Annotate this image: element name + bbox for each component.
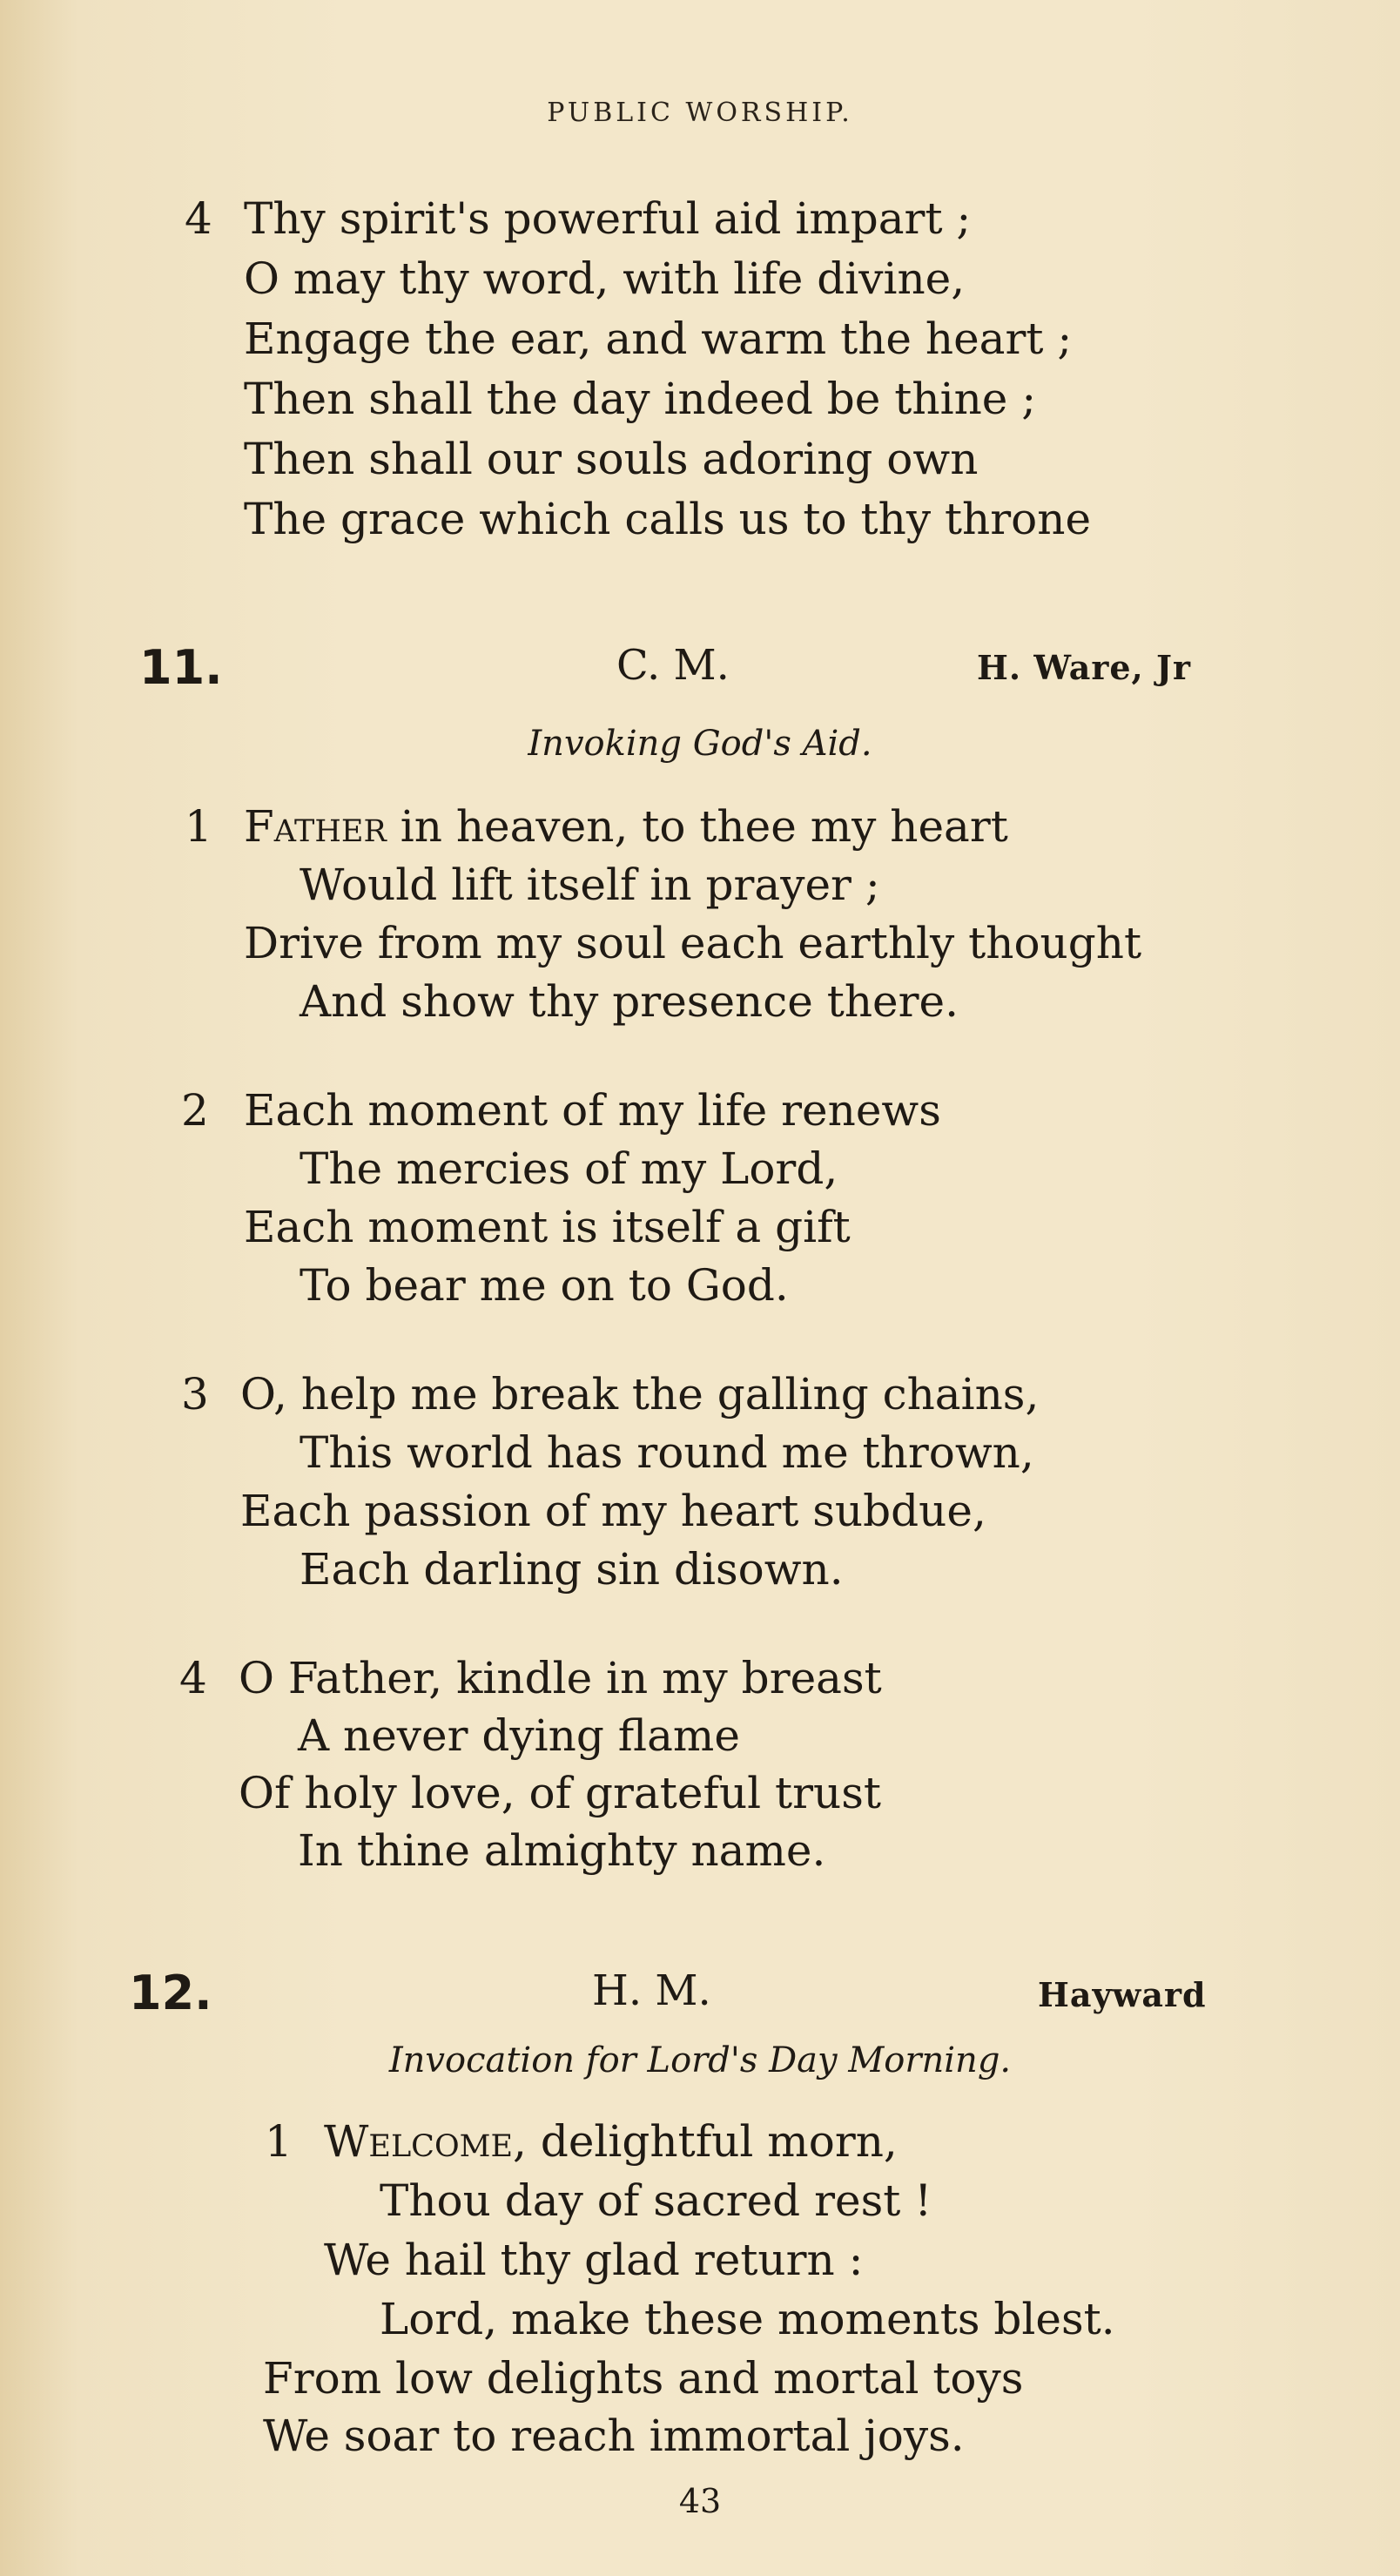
stanza-line: Then shall our souls adoring own [244, 434, 979, 484]
stanza-line: Of holy love, of grateful trust [239, 1768, 881, 1818]
stanza-line: O, help me break the galling chains, [240, 1369, 1040, 1419]
stanza-line: Then shall the day indeed be thine ; [244, 374, 1037, 424]
stanza-line: The mercies of my Lord, [300, 1143, 838, 1194]
stanza-line: Thou day of sacred rest ! [380, 2175, 932, 2226]
stanza-line: To bear me on to God. [300, 1260, 789, 1311]
hymn-number: 12. [129, 1966, 212, 2020]
line-text: in heaven, to thee my heart [400, 801, 1008, 852]
running-head: PUBLIC WORSHIP. [547, 98, 853, 128]
stanza-line: And show thy presence there. [300, 976, 959, 1027]
stanza-line [324, 2116, 898, 2167]
stanza-line: Thy spirit's powerful aid impart ; [244, 193, 972, 244]
stanza-line: Each passion of my heart subdue, [240, 1486, 986, 1536]
hymn-composer: Hayward [1038, 1975, 1207, 2014]
stanza-line: The grace which calls us to thy throne [244, 494, 1092, 544]
stanza-line: We soar to reach immortal joys. [263, 2411, 965, 2461]
stanza-number: 1 [185, 801, 212, 852]
stanza-line [244, 801, 1008, 852]
stanza-line: A never dying flame [298, 1710, 740, 1761]
stanza-line: This world has round me thrown, [300, 1427, 1034, 1478]
stanza-number: 1 [265, 2116, 293, 2167]
stanza-line: Each moment is itself a gift [244, 1202, 851, 1252]
stanza-line: Drive from my soul each earthly thought [244, 918, 1142, 968]
first-word: Welcome [324, 2116, 514, 2167]
stanza-line: Each moment of my life renews [244, 1085, 941, 1136]
stanza-number: 2 [181, 1085, 209, 1136]
hymn-number: 11. [139, 640, 223, 695]
line-text: , delightful morn, [513, 2116, 898, 2167]
stanza-line: We hail thy glad return : [324, 2235, 864, 2285]
stanza-line: O may thy word, with life divine, [244, 253, 966, 304]
hymn-12-title: Invocation for Lord's Day Morning. [388, 2040, 1012, 2080]
stanza-line: Engage the ear, and warm the heart ; [244, 314, 1073, 364]
stanza-line: Lord, make these moments blest. [380, 2294, 1115, 2344]
stanza-line: Would lift itself in prayer ; [300, 860, 880, 910]
hymn-composer: H. Ware, Jr [977, 648, 1192, 687]
hymn-meter: H. M. [592, 1966, 711, 2015]
hymn-meter: C. M. [616, 641, 730, 690]
stanza-line: From low delights and mortal toys [263, 2353, 1024, 2404]
stanza-line: Each darling sin disown. [300, 1544, 844, 1595]
stanza-line: O Father, kindle in my breast [239, 1653, 882, 1703]
hymn-11-title: Invoking God's Aid. [528, 724, 872, 764]
first-word: Father [244, 801, 387, 852]
stanza-line: In thine almighty name. [298, 1825, 826, 1876]
page-number: 43 [678, 2482, 722, 2520]
stanza-number: 3 [181, 1369, 209, 1419]
stanza-number: 4 [185, 193, 212, 244]
stanza-number: 4 [179, 1653, 207, 1703]
